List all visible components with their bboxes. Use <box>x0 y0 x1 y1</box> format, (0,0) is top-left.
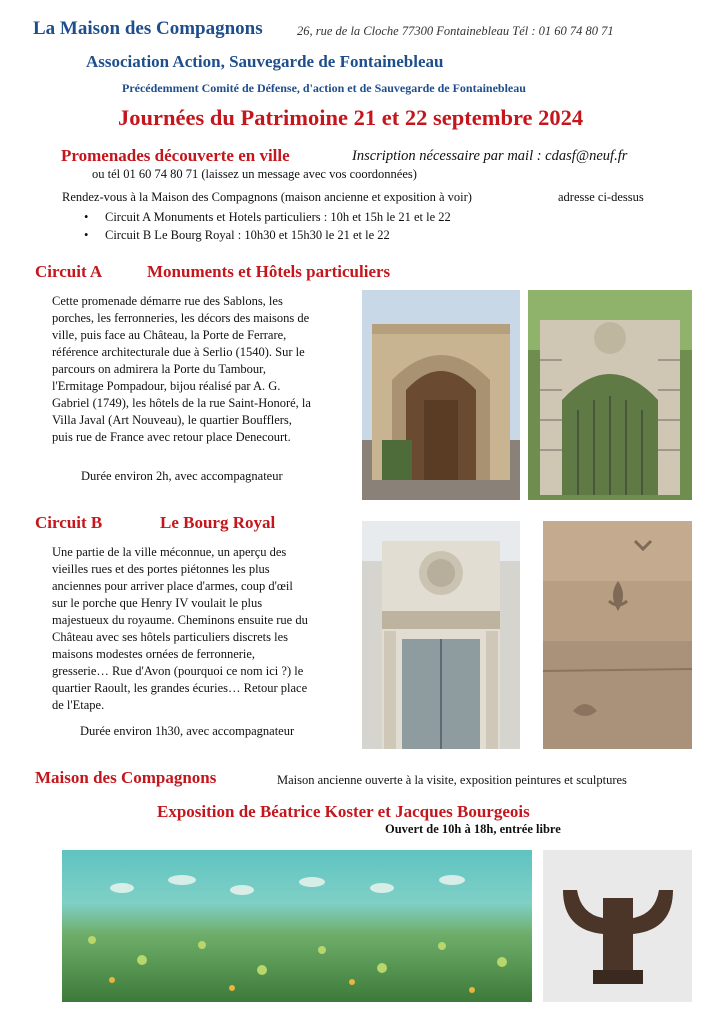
promenades-title: Promenades découverte en ville <box>61 146 290 165</box>
maison-description: Maison ancienne ouverte à la visite, exposition peintures et sculptures <box>277 773 627 787</box>
text-line: puis rue de France avec retour place Denecourt. <box>52 430 291 444</box>
text-line: porches, les ferronneries, les décors des maisons de <box>52 311 310 325</box>
header-address: 26, rue de la Cloche 77300 Fontainebleau Tél : 01 60 74 80 71 <box>297 24 614 38</box>
header-previous-name: Précédemment Comité de Défense, d'action et de Sauvegarde de Fontainebleau <box>122 81 526 95</box>
photo-gate-wooden-door <box>362 290 520 500</box>
rendezvous-address: adresse ci-dessus <box>558 190 644 204</box>
photo-stone-arch-gate <box>528 290 692 500</box>
circuit-b-description <box>52 544 347 714</box>
header-association: Association Action, Sauvegarde de Fontainebleau <box>86 52 444 71</box>
photo-bronze-sculpture <box>543 850 692 1002</box>
circuit-b-label: Circuit B <box>35 513 103 532</box>
text-line: maisons modestes ornées de ferronnerie, <box>52 647 256 661</box>
text-line: anciennes pour arriver place d'armes, coup d'œil <box>52 579 293 593</box>
promenades-inscription: Inscription nécessaire par mail : cdasf@neuf.fr <box>352 148 628 164</box>
text-line: Gabriel (1749), les hôtels de la rue Saint-Honoré, la <box>52 396 311 410</box>
circuit-b-duration: Durée environ 1h30, avec accompagnateur <box>80 724 295 738</box>
text-line: l'Ermitage Pompadour, bijou réalisé par A. G. <box>52 379 281 393</box>
text-line: majestueux du royaume. Cheminons ensuite rue du <box>52 613 308 627</box>
text-line: Une partie de la ville méconnue, un aperçu des <box>52 545 287 559</box>
page-title: Journées du Patrimoine 21 et 22 septembre 2024 <box>118 105 584 130</box>
circuit-a-label: Circuit A <box>35 262 103 281</box>
exposition-opening-hours: Ouvert de 10h à 18h, entrée libre <box>385 822 561 836</box>
rendezvous-text: Rendez-vous à la Maison des Compagnons (maison ancienne et exposition à voir) <box>62 190 472 204</box>
text-line: vieilles rues et des portes piétonnes les plus <box>52 562 270 576</box>
painting-meadow-horses <box>62 850 532 1002</box>
text-line: quartier Raoult, les grandes écuries… Retour place <box>52 681 308 695</box>
text-line: parcours on admirera la Porte du Tambour, <box>52 362 266 376</box>
maison-title: Maison des Compagnons <box>35 768 217 787</box>
text-line: ville, puis face au Château, la Porte de Ferrare, <box>52 328 287 342</box>
list-item: • Circuit A Monuments et Hotels particuliers : 10h et 15h le 21 et le 22 <box>84 208 451 226</box>
promenades-phone: ou tél 01 60 74 80 71 (laissez un message avec vos coordonnées) <box>92 167 417 181</box>
circuit-a-description <box>52 293 353 446</box>
photo-carved-stone <box>543 521 692 749</box>
exposition-title: Exposition de Béatrice Koster et Jacques Bourgeois <box>157 802 530 821</box>
text-line: Villa Javal (Art Nouveau), le quartier Boufflers, <box>52 413 292 427</box>
circuit-a-title: Monuments et Hôtels particuliers <box>147 262 391 281</box>
text-line: gresserie… Rue d'Avon (pourquoi ce nom ici ?) le <box>52 664 304 678</box>
text-line: référence architecturale due à Serlio (1540). Sur le <box>52 345 305 359</box>
photo-ornate-doorway <box>362 521 520 749</box>
list-item: • Circuit B Le Bourg Royal : 10h30 et 15h30 le 21 et le 22 <box>84 226 451 244</box>
text-line: sur le porche que Henry IV voulait le plus <box>52 596 263 610</box>
text-line: Château avec ses hôtels particuliers discrets les <box>52 630 289 644</box>
text-line: de l'Etape. <box>52 698 105 712</box>
header-org-name: La Maison des Compagnons <box>33 18 263 39</box>
circuit-a-duration: Durée environ 2h, avec accompagnateur <box>81 469 283 483</box>
circuit-schedule-list <box>84 208 451 244</box>
circuit-b-title: Le Bourg Royal <box>160 513 276 532</box>
text-line: Cette promenade démarre rue des Sablons, les <box>52 294 283 308</box>
